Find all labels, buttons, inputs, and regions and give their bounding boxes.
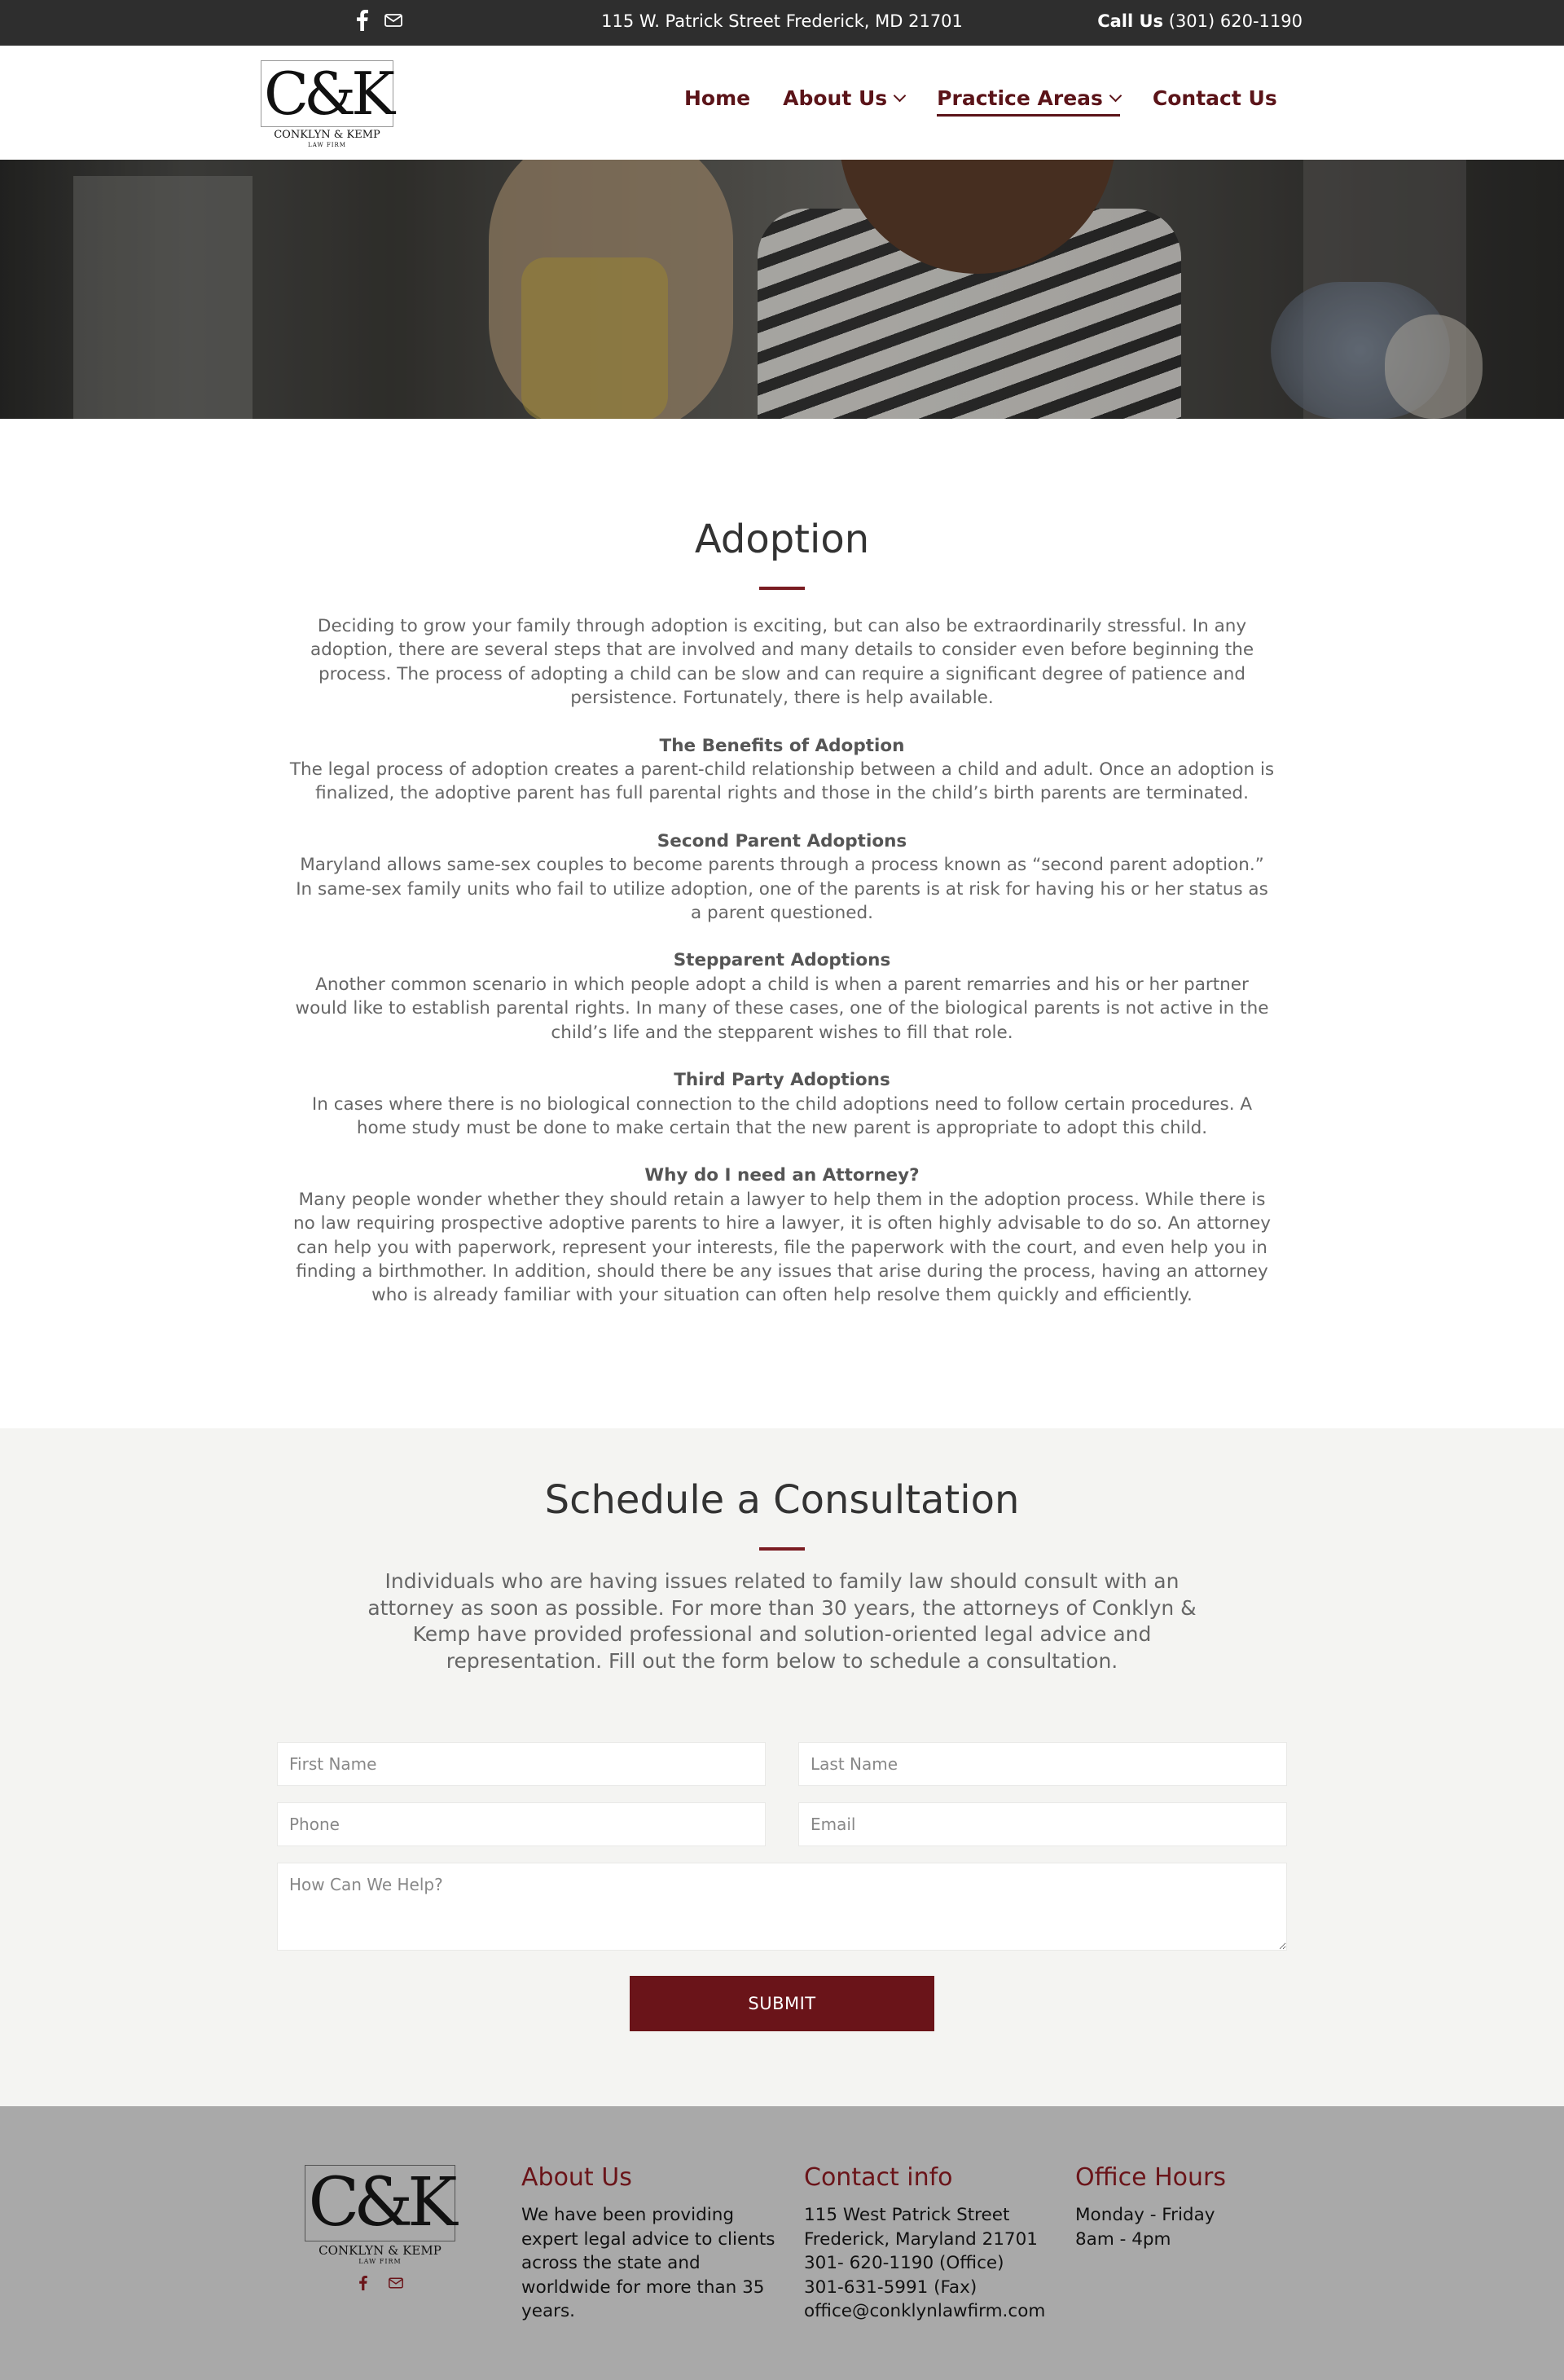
footer-hours-time: 8am - 4pm [1075, 2228, 1171, 2250]
title-divider [759, 587, 805, 590]
section-text: Another common scenario in which people adopt a child is when a parent remarries and his or her partner would like to establish parental rights. In many of these cases, one of the biological parents is not active in the child’s life and the stepparent wishes to fill that role. [295, 974, 1269, 1043]
main-content [0, 419, 1564, 1428]
nav-contact-us-label: Contact Us [1152, 86, 1277, 110]
footer-hours-title: Office Hours [1075, 2163, 1226, 2192]
article-body [289, 614, 1275, 1331]
footer-about-line: years. [521, 2301, 576, 2321]
footer-about-line: expert legal advice to clients [521, 2228, 775, 2250]
footer-contact-office-phone[interactable]: 301- 620-1190 (Office) [804, 2253, 1004, 2273]
nav-about-us-label: About Us [783, 86, 888, 110]
footer-logo-name: CONKLYN & KEMP [319, 2243, 442, 2258]
footer-contact [804, 2163, 1045, 2324]
submit-button[interactable]: SUBMIT [630, 1976, 934, 2031]
top-bar [0, 0, 1564, 46]
footer-contact-email[interactable]: office@conklynlawfirm.com [804, 2301, 1046, 2321]
footer-logo-mark: C&K [305, 2165, 455, 2241]
message-field[interactable] [277, 1863, 1287, 1951]
chevron-down-icon [1109, 90, 1122, 103]
section-heading: Why do I need an Attorney? [644, 1165, 920, 1186]
section-heading: Second Parent Adoptions [657, 830, 907, 851]
phone-field[interactable] [277, 1802, 766, 1846]
section-text: Maryland allows same-sex couples to become parents through a process known as “second parent adoption.” In same-sex family units who fail to utilize adoption, one of the parents is at risk for having his or her status as a parent questioned. [296, 855, 1268, 924]
consultation-section [0, 1428, 1564, 2106]
consultation-intro: Individuals who are having issues related to family law should consult with an attorney as soon as possible. For more than 30 years, the attorneys of Conklyn & Kemp have provided professional and solution-oriented legal advice and representation. Fill out the form below to schedule a consultation. [367, 1569, 1197, 1673]
hero-shade [0, 160, 1564, 419]
footer-about-line: worldwide for more than 35 [521, 2277, 765, 2298]
section-text: Many people wonder whether they should retain a lawyer to help them in the adoption process. While there is no law requiring prospective adoptive parents to hire a lawyer, it is often highly advisable to do so. An attorney can help you with paperwork, represent your interests, file the paperwork with the court, and even help you in finding a birthmother. In addition, should there be any issues that arise during the process, having an attorney who is already familiar with your situation can often help resolve them quickly and efficiently. [293, 1189, 1271, 1306]
footer-social-links [359, 2276, 403, 2294]
site-header [0, 46, 1564, 160]
nav-home[interactable] [684, 86, 750, 115]
logo-name: CONKLYN & KEMP [274, 129, 380, 141]
section-text: In cases where there is no biological connection to the child adoptions need to follow certain procedures. A home study must be done to make certain that the new parent is appropriate to adopt this child. [311, 1093, 1253, 1138]
footer-about-line: We have been providing [521, 2205, 734, 2225]
footer-about [521, 2163, 775, 2324]
footer-contact-fax: 301-631-5991 (Fax) [804, 2277, 978, 2298]
call-us-label: Call Us [1097, 11, 1164, 31]
footer-logo-sub: LAW FIRM [358, 2258, 402, 2265]
footer-about-title: About Us [521, 2163, 632, 2192]
footer-logo[interactable] [305, 2165, 455, 2279]
mail-icon[interactable] [389, 2276, 403, 2294]
section-text: The legal process of adoption creates a parent-child relationship between a child and adult. Once an adoption is finalized, the adoptive parent has full parental rights and those in the child’s birth parents are terminated. [289, 759, 1275, 804]
hero-image [0, 160, 1564, 419]
intro-paragraph: Deciding to grow your family through adoption is exciting, but can also be extraordinarily stressful. In any adoption, there are several steps that are involved and many details to consider even before beginning the process. The process of adopting a child can be slow and can require a significant degree of patience and persistence. Fortunately, there is help available. [310, 616, 1254, 709]
footer-contact-city: Frederick, Maryland 21701 [804, 2228, 1038, 2250]
consultation-divider [759, 1547, 805, 1551]
section-heading: Stepparent Adoptions [673, 950, 891, 971]
email-field[interactable] [798, 1802, 1287, 1846]
footer-hours [1075, 2163, 1226, 2251]
first-name-field[interactable] [277, 1742, 766, 1786]
page-title: Adoption [694, 517, 870, 562]
footer-about-line: across the state and [521, 2253, 701, 2273]
logo-mark: C&K [261, 60, 393, 127]
footer-contact-title: Contact info [804, 2163, 953, 2192]
top-phone[interactable] [1097, 11, 1303, 31]
section-heading: The Benefits of Adoption [659, 735, 905, 756]
last-name-field[interactable] [798, 1742, 1287, 1786]
main-nav [684, 86, 1277, 115]
nav-about-us[interactable] [783, 86, 904, 115]
nav-practice-areas-label: Practice Areas [937, 86, 1103, 110]
site-logo[interactable] [261, 60, 393, 150]
call-us-number[interactable]: (301) 620-1190 [1168, 11, 1303, 31]
chevron-down-icon [894, 90, 907, 103]
nav-contact-us[interactable] [1153, 86, 1277, 115]
footer-hours-days: Monday - Friday [1075, 2205, 1215, 2225]
section-heading: Third Party Adoptions [674, 1070, 890, 1091]
top-address: 115 W. Patrick Street Frederick, MD 21701 [601, 11, 963, 31]
facebook-icon[interactable] [359, 2276, 367, 2294]
nav-practice-areas[interactable] [937, 86, 1120, 115]
nav-home-label: Home [684, 86, 751, 110]
logo-sub: LAW FIRM [308, 142, 346, 148]
consultation-title: Schedule a Consultation [544, 1477, 1020, 1523]
footer-contact-address: 115 West Patrick Street [804, 2205, 1010, 2225]
site-footer [0, 2106, 1564, 2380]
